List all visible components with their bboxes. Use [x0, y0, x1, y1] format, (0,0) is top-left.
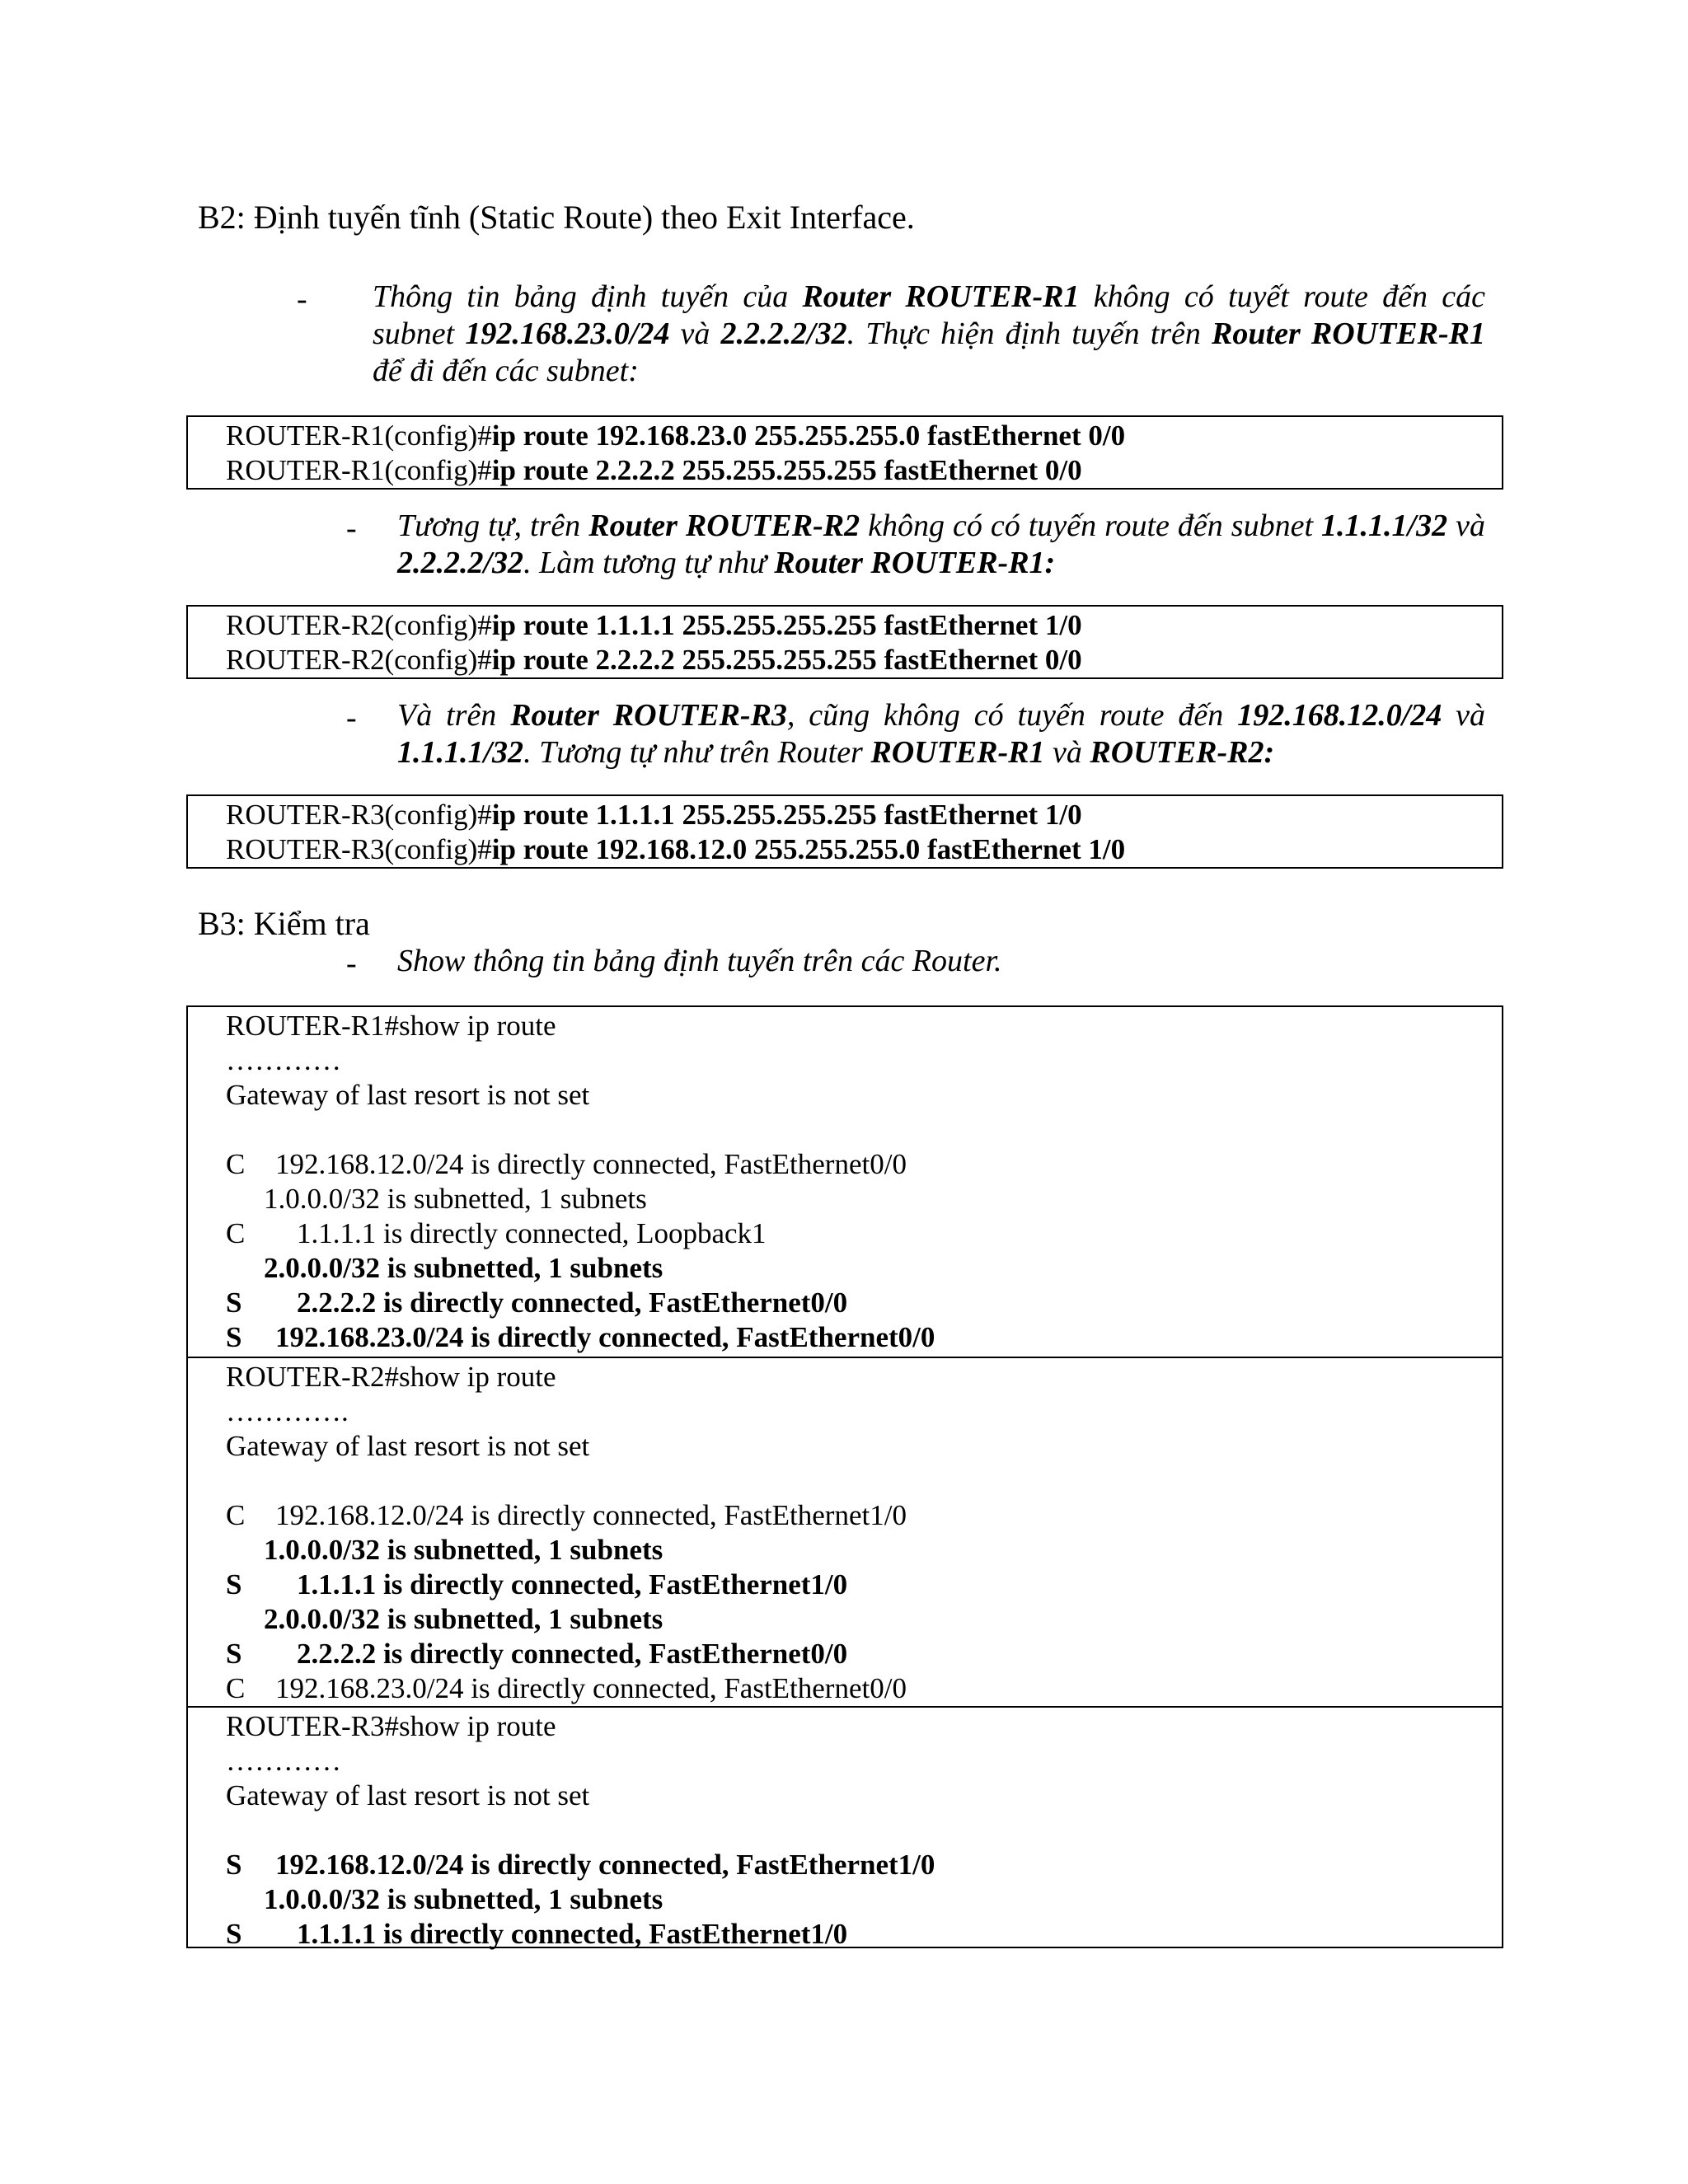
command-line: [226, 643, 1082, 677]
bold-term: Router ROUTER-R1: [802, 279, 1080, 314]
section-b3-heading: B3: Kiểm tra: [198, 905, 370, 942]
route-text: ………….: [226, 1395, 349, 1427]
route-line: [226, 1429, 1462, 1464]
command-line: [226, 608, 1082, 643]
command-line: [226, 453, 1082, 488]
bold-term: 2.2.2.2/32: [397, 546, 524, 580]
command-box-r3: [186, 794, 1503, 869]
route-line: [226, 1251, 1462, 1286]
route-text: 192.168.23.0/24 is directly connected, FastEthernet0/0: [275, 1672, 907, 1704]
route-line: [226, 1709, 1462, 1744]
route-text: 1.1.1.1 is directly connected, FastEthernet1/0: [297, 1918, 848, 1950]
paragraph-text: . Tương tự như trên Router: [523, 735, 871, 770]
bullet-paragraph-r2: [397, 508, 1485, 582]
route-text: ROUTER-R3#show ip route: [226, 1710, 556, 1742]
bold-term: Router ROUTER-R1:: [774, 546, 1056, 580]
bold-term: 1.1.1.1/32: [1321, 509, 1448, 543]
route-text: Gateway of last resort is not set: [226, 1430, 590, 1462]
paragraph-text: . Thực hiện định tuyến trên: [846, 316, 1212, 351]
command-text: ip route 1.1.1.1 255.255.255.255 fastEthernet 1/0: [491, 609, 1082, 641]
route-line: [226, 1744, 1462, 1779]
route-table-2: [188, 1357, 1502, 1706]
paragraph-text: Và trên: [397, 698, 511, 733]
bullet-dash: -: [297, 282, 307, 316]
bullet-dash: -: [346, 511, 357, 546]
command-prompt: ROUTER-R1(config)#: [226, 419, 492, 452]
paragraph-text: để đi đến các subnet:: [373, 354, 639, 388]
paragraph-text: và: [1442, 698, 1486, 733]
route-text: 192.168.23.0/24 is directly connected, FastEthernet0/0: [275, 1321, 935, 1353]
bullet-paragraph-r1: [373, 279, 1485, 390]
bullet-dash: -: [346, 701, 357, 735]
route-text: 2.2.2.2 is directly connected, FastEthernet0/0: [297, 1286, 848, 1319]
route-table-3: [188, 1706, 1502, 1950]
route-line: [226, 1917, 1462, 1952]
route-text: 1.0.0.0/32 is subnetted, 1 subnets: [264, 1534, 663, 1566]
paragraph-text: và: [669, 316, 721, 351]
route-line: [226, 1360, 1462, 1394]
route-text: Gateway of last resort is not set: [226, 1779, 590, 1811]
route-code: C: [226, 1148, 246, 1180]
bold-term: 192.168.12.0/24: [1237, 698, 1442, 733]
command-line: [226, 832, 1125, 867]
command-text: ip route 192.168.23.0 255.255.255.0 fastEthernet 0/0: [491, 419, 1126, 452]
route-line: [226, 1286, 1462, 1320]
command-line: [226, 419, 1125, 453]
route-text: …………: [226, 1745, 341, 1777]
route-code: S: [226, 1321, 242, 1353]
bold-term: ROUTER-R2:: [1090, 735, 1275, 770]
paragraph-text: . Làm tương tự như: [523, 546, 775, 580]
bold-term: 2.2.2.2/32: [720, 316, 847, 351]
route-line: [226, 1216, 1462, 1251]
command-prompt: ROUTER-R2(config)#: [226, 609, 492, 641]
bold-term: Router ROUTER-R1: [1212, 316, 1485, 351]
route-code: S: [226, 1849, 242, 1881]
bold-term: 192.168.23.0/24: [465, 316, 670, 351]
command-text: ip route 192.168.12.0 255.255.255.0 fastEthernet 1/0: [491, 833, 1126, 865]
route-line: [226, 1779, 1462, 1813]
route-text: ROUTER-R2#show ip route: [226, 1361, 556, 1393]
route-text: ROUTER-R1#show ip route: [226, 1010, 556, 1042]
section-b2-heading: B2: Định tuyến tĩnh (Static Route) theo Exit Interface.: [198, 199, 915, 236]
command-line: [226, 798, 1082, 832]
paragraph-text: , cũng không có tuyến route đến: [786, 698, 1238, 733]
paragraph-text: Thông tin bảng định tuyến của: [373, 279, 803, 314]
paragraph-text: và: [1447, 509, 1485, 543]
route-line: [226, 1848, 1462, 1882]
bullet-paragraph-r3: [397, 697, 1485, 771]
bold-term: ROUTER-R1: [870, 735, 1045, 770]
command-prompt: ROUTER-R3(config)#: [226, 799, 492, 831]
route-text: …………: [226, 1044, 341, 1076]
route-line: [226, 1498, 1462, 1533]
paragraph-text: và: [1044, 735, 1090, 770]
route-text: 1.1.1.1 is directly connected, FastEthernet1/0: [297, 1568, 848, 1601]
route-line: [226, 1568, 1462, 1602]
command-prompt: ROUTER-R3(config)#: [226, 833, 492, 865]
command-box-r2: [186, 605, 1503, 679]
command-box-r1: [186, 415, 1503, 490]
route-line: [226, 1009, 1462, 1043]
route-code: C: [226, 1499, 246, 1531]
route-text: 2.0.0.0/32 is subnetted, 1 subnets: [264, 1252, 663, 1284]
route-text: 192.168.12.0/24 is directly connected, FastEthernet1/0: [275, 1849, 935, 1881]
route-line: [226, 1671, 1462, 1706]
command-prompt: ROUTER-R1(config)#: [226, 454, 492, 486]
bullet-dash: -: [346, 946, 357, 981]
route-line: [226, 1602, 1462, 1637]
route-code: S: [226, 1568, 242, 1601]
route-line: [226, 1043, 1462, 1078]
route-text: 1.1.1.1 is directly connected, Loopback1: [297, 1217, 767, 1249]
command-text: ip route 1.1.1.1 255.255.255.255 fastEthernet 1/0: [491, 799, 1082, 831]
route-line: [226, 1394, 1462, 1429]
command-text: ip route 2.2.2.2 255.255.255.255 fastEthernet 0/0: [491, 644, 1082, 676]
route-text: 2.2.2.2 is directly connected, FastEthernet0/0: [297, 1638, 848, 1670]
route-code: C: [226, 1672, 246, 1704]
paragraph-text: Tương tự, trên: [397, 509, 589, 543]
route-line: [226, 1533, 1462, 1568]
route-text: 2.0.0.0/32 is subnetted, 1 subnets: [264, 1603, 663, 1635]
bullet-paragraph-show: Show thông tin bảng định tuyến trên các Router.: [397, 944, 1002, 978]
route-code: S: [226, 1286, 242, 1319]
route-line: [226, 1320, 1462, 1355]
command-text: ip route 2.2.2.2 255.255.255.255 fastEthernet 0/0: [491, 454, 1082, 486]
paragraph-text: không có tuyết route đến các subnet: [373, 279, 1485, 351]
route-text: 192.168.12.0/24 is directly connected, FastEthernet0/0: [275, 1148, 907, 1180]
route-code: C: [226, 1217, 246, 1249]
route-code: S: [226, 1918, 242, 1950]
bold-term: Router ROUTER-R3: [510, 698, 787, 733]
route-text: 192.168.12.0/24 is directly connected, FastEthernet1/0: [275, 1499, 907, 1531]
route-code: S: [226, 1638, 242, 1670]
route-line: [226, 1147, 1462, 1182]
route-text: 1.0.0.0/32 is subnetted, 1 subnets: [264, 1183, 647, 1215]
route-line: [226, 1637, 1462, 1671]
route-line: [226, 1813, 1462, 1848]
command-prompt: ROUTER-R2(config)#: [226, 644, 492, 676]
route-line: [226, 1078, 1462, 1113]
route-line: [226, 1882, 1462, 1917]
paragraph-text: không có có tuyến route đến subnet: [860, 509, 1322, 543]
route-line: [226, 1182, 1462, 1216]
bold-term: Router ROUTER-R2: [588, 509, 860, 543]
route-line: [226, 1464, 1462, 1498]
route-table-1: [188, 1007, 1502, 1357]
route-tables-box: [186, 1005, 1503, 1948]
route-text: Gateway of last resort is not set: [226, 1079, 590, 1111]
bold-term: 1.1.1.1/32: [397, 735, 524, 770]
route-line: [226, 1113, 1462, 1147]
route-text: 1.0.0.0/32 is subnetted, 1 subnets: [264, 1883, 663, 1915]
